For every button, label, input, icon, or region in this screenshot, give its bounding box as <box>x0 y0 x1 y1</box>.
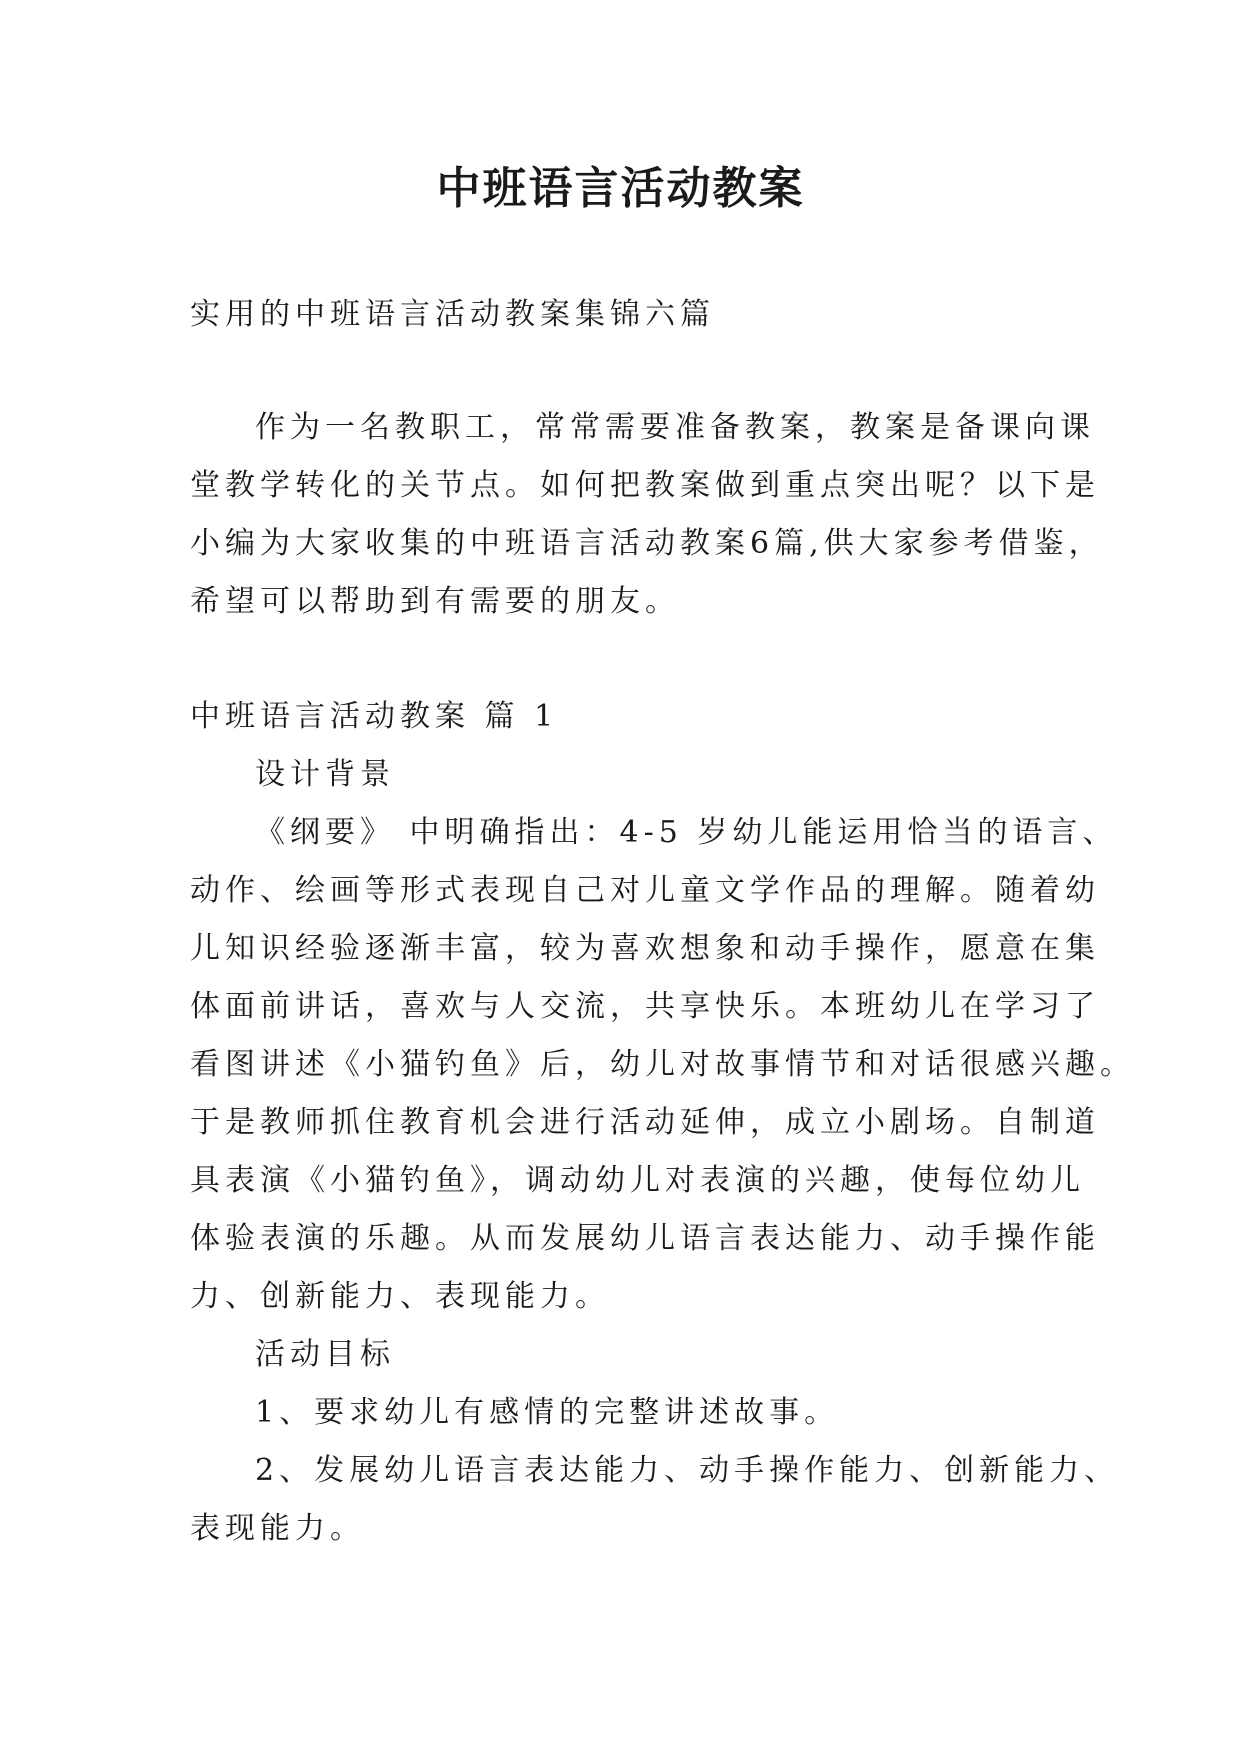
goals-heading: 活动目标 <box>255 1337 395 1372</box>
goal-item: 表现能力。 <box>190 1511 365 1546</box>
design-background-line: 力、创新能力、表现能力。 <box>190 1279 610 1314</box>
document-title: 中班语言活动教案 <box>436 163 805 214</box>
design-background-line: 体面前讲话，喜欢与人交流，共享快乐。本班幼儿在学习了 <box>190 989 1100 1024</box>
design-background-line: 具表演《小猫钓鱼》，调动幼儿对表演的兴趣，使每位幼儿 <box>190 1163 1085 1198</box>
document-subtitle: 实用的中班语言活动教案集锦六篇 <box>190 297 715 332</box>
goal-item: 2、发展幼儿语言表达能力、动手操作能力、创新能力、 <box>255 1453 1120 1488</box>
design-background-line: 体验表演的乐趣。从而发展幼儿语言表达能力、动手操作能 <box>190 1221 1100 1256</box>
goal-item: 1、要求幼儿有感情的完整讲述故事。 <box>255 1395 840 1430</box>
section-heading: 中班语言活动教案 篇 1 <box>190 699 559 734</box>
design-background-line: 于是教师抓住教育机会进行活动延伸，成立小剧场。自制道 <box>190 1105 1100 1140</box>
design-background-line: 《纲要》 中明确指出：4-5 岁幼儿能运用恰当的语言、 <box>255 815 1118 850</box>
intro-line: 作为一名教职工，常常需要准备教案，教案是备课向课 <box>255 410 1095 445</box>
intro-line: 小编为大家收集的中班语言活动教案6篇,供大家参考借鉴， <box>190 526 1104 561</box>
intro-line: 希望可以帮助到有需要的朋友。 <box>190 584 680 619</box>
design-background-line: 动作、绘画等形式表现自己对儿童文学作品的理解。随着幼 <box>190 873 1100 908</box>
intro-line: 堂教学转化的关节点。如何把教案做到重点突出呢？以下是 <box>190 468 1100 503</box>
design-background-line: 看图讲述《小猫钓鱼》后，幼儿对故事情节和对话很感兴趣。 <box>190 1047 1135 1082</box>
design-background-line: 儿知识经验逐渐丰富，较为喜欢想象和动手操作，愿意在集 <box>190 931 1100 966</box>
design-background-heading: 设计背景 <box>255 757 395 792</box>
